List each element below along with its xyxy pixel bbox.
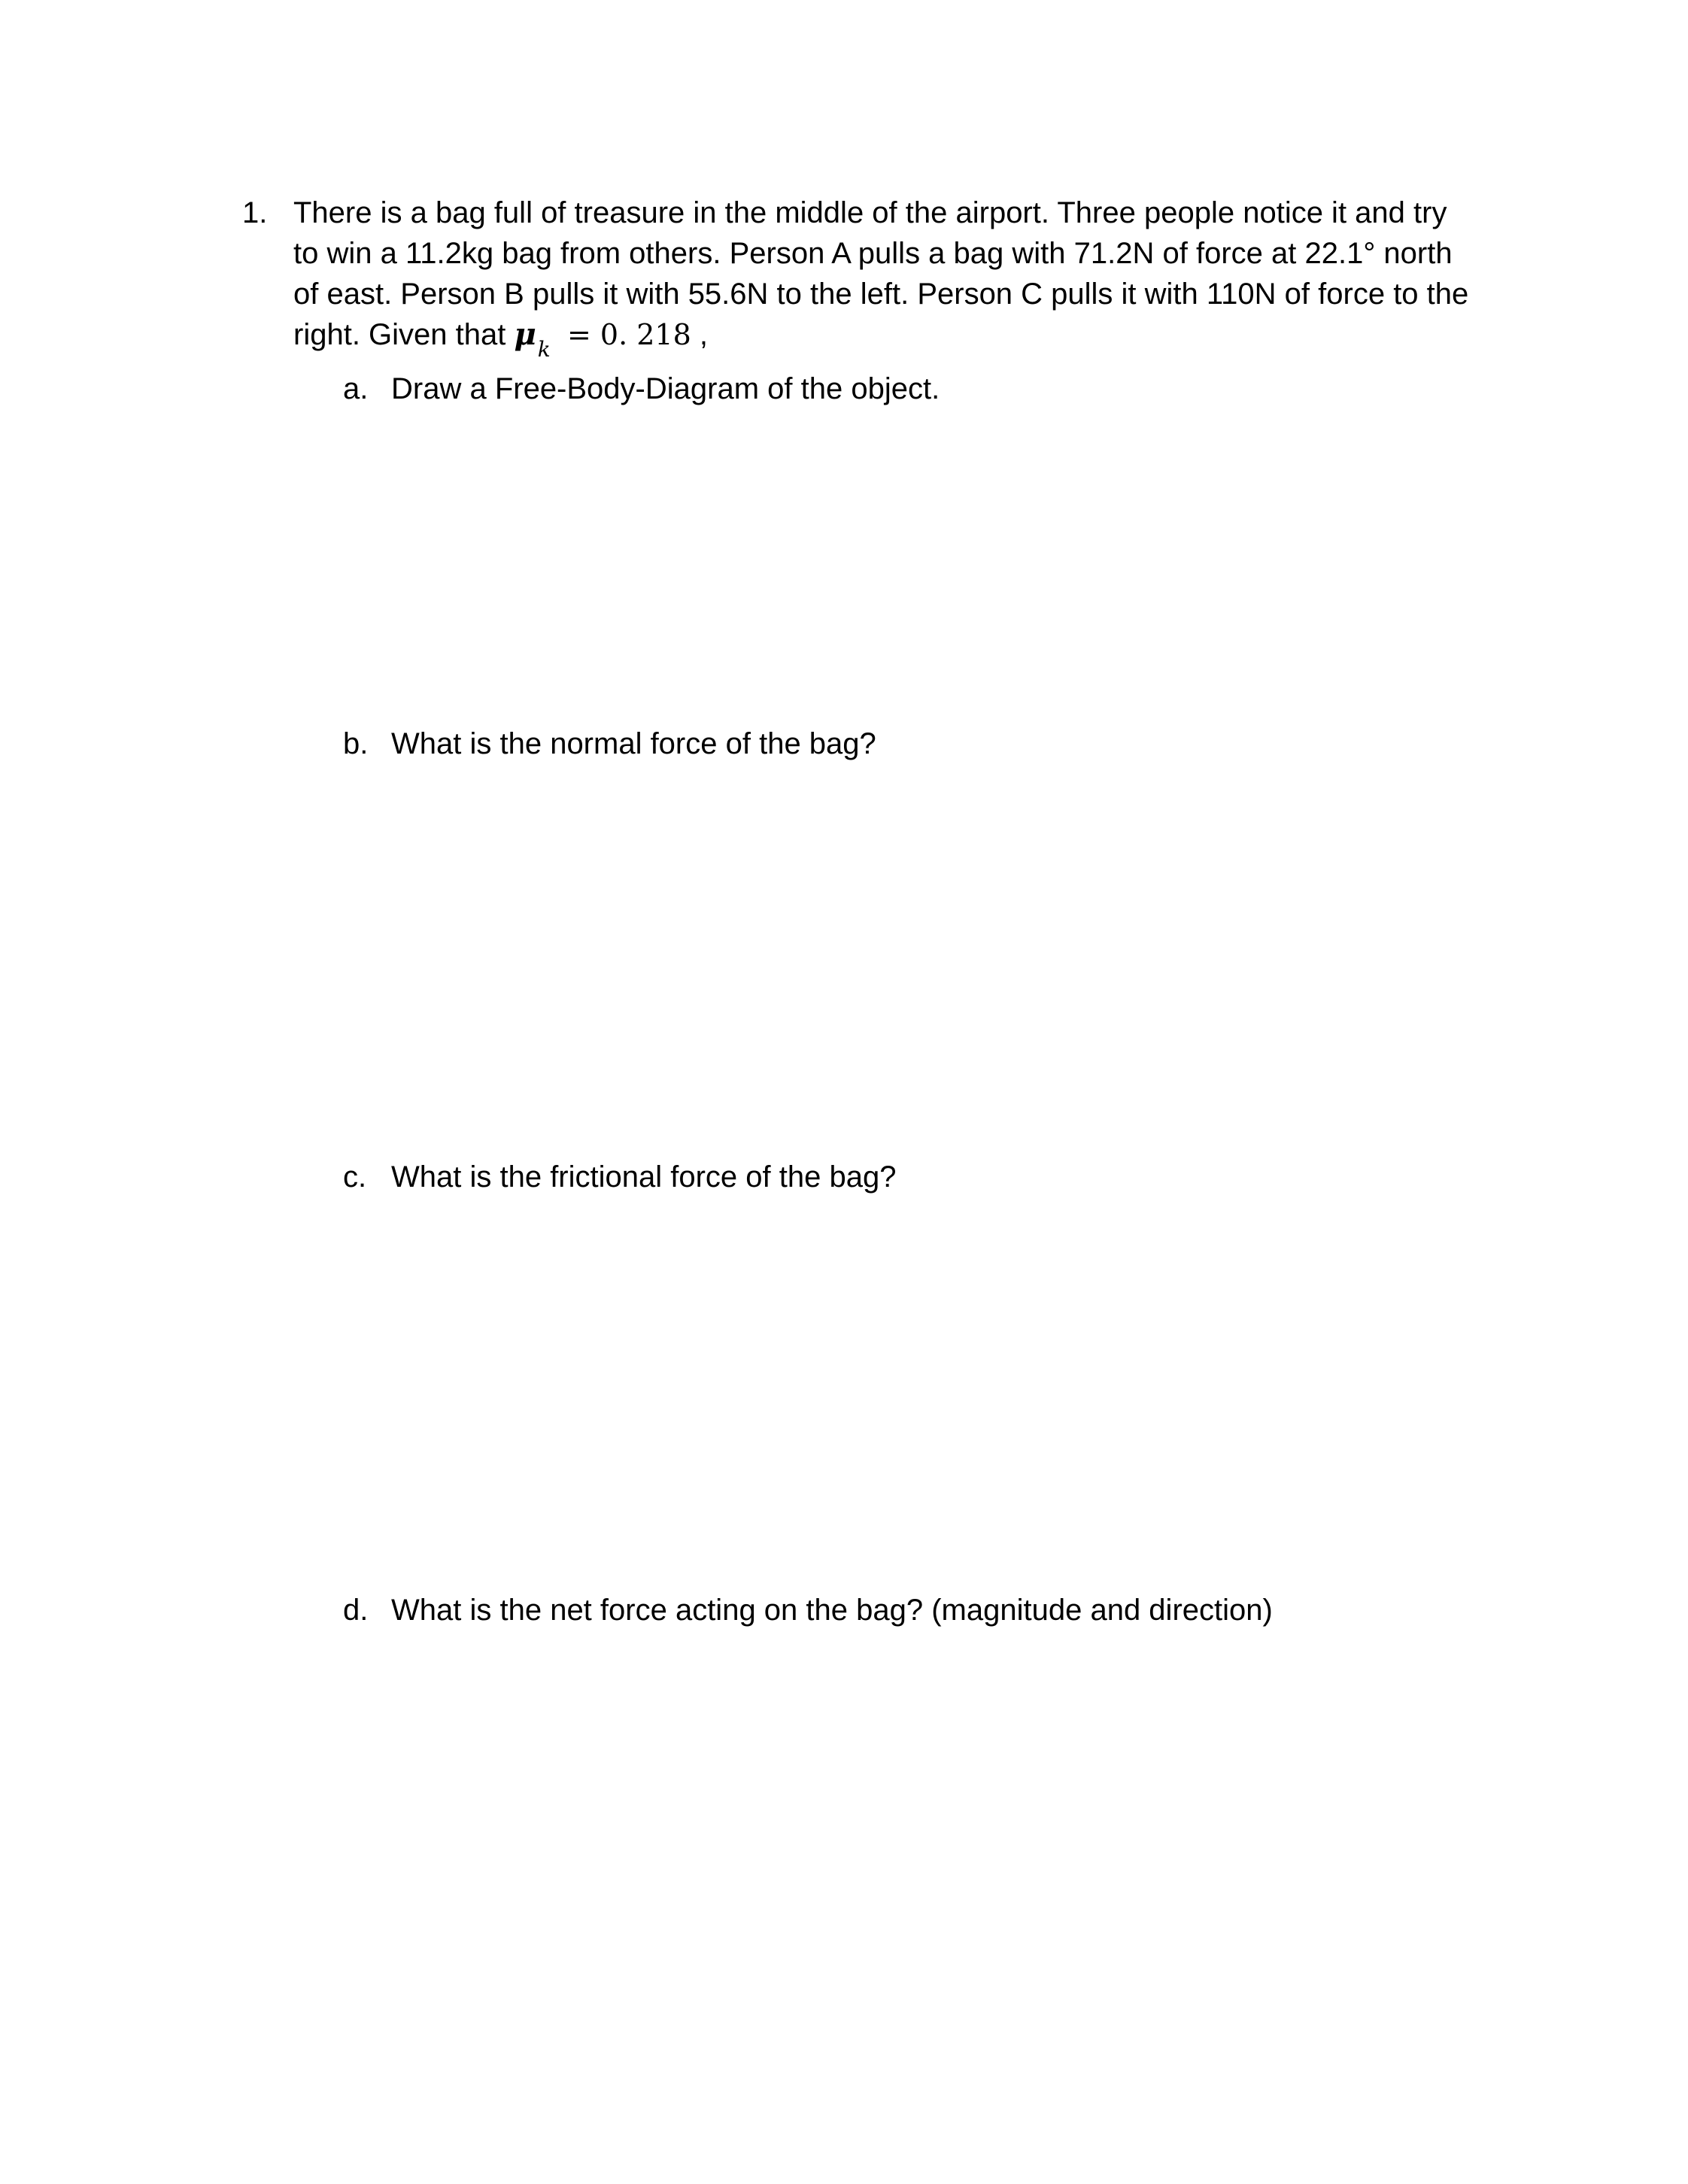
sub-question-letter: b.	[343, 727, 369, 760]
sub-question-text: What is the net force acting on the bag? (magnitude and direction)	[391, 1594, 1273, 1627]
sub-question-c	[343, 1157, 896, 1197]
question-line: to win a 11.2kg bag from others. Person A pulls a bag with 71.2N of force at 22.1° north	[293, 237, 1453, 270]
mu-value: = 0. 218	[566, 318, 691, 351]
question-stem	[293, 193, 1482, 362]
sub-question-letter: a.	[343, 372, 369, 405]
given-that-text: right. Given that	[293, 318, 515, 351]
trailing-comma: ,	[691, 318, 708, 351]
sub-question-text: Draw a Free-Body-Diagram of the object.	[391, 372, 940, 405]
question-last-line	[293, 314, 1482, 362]
mu-subscript: k	[537, 337, 551, 362]
sub-question-text: What is the normal force of the bag?	[391, 727, 876, 760]
sub-question-b	[343, 723, 876, 764]
sub-question-text: What is the frictional force of the bag?	[391, 1160, 897, 1194]
question-number: 1.	[242, 196, 268, 229]
question-line: of east. Person B pulls it with 55.6N to the left. Person C pulls it with 110N of force to the	[293, 278, 1469, 311]
sub-question-a	[343, 369, 940, 409]
mu-symbol: μ	[514, 317, 536, 352]
sub-question-letter: c.	[343, 1160, 367, 1194]
sub-question-d	[343, 1590, 1273, 1630]
sub-question-letter: d.	[343, 1594, 369, 1627]
question-line: There is a bag full of treasure in the middle of the airport. Three people notice it and try	[293, 196, 1447, 229]
